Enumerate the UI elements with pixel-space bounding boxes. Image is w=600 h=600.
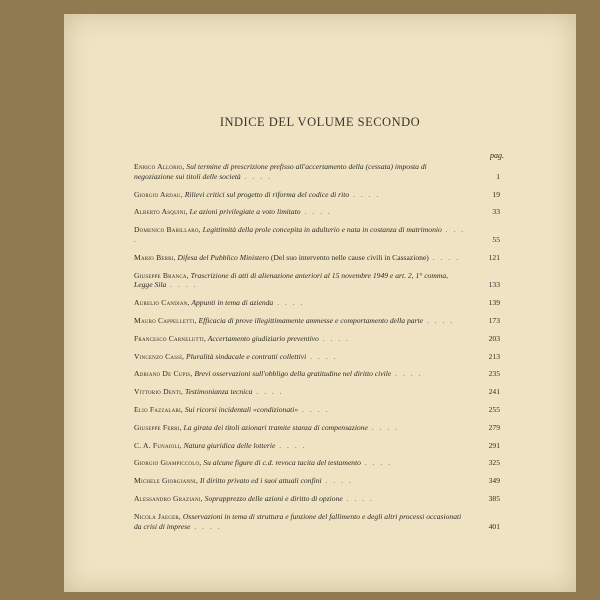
entry-title: La girata dei titoli azionari tramite stanza di compensazione [181,422,368,432]
index-entry [134,352,500,362]
entry-text [134,225,466,245]
entry-page-number: 291 [488,440,500,450]
index-entry [134,512,500,532]
index-entry [134,271,500,291]
index-entry [134,316,500,326]
leader-dots: . . . . [298,404,330,414]
entry-author: Michele Giorgianni, [134,476,198,486]
entry-title: Sul termine di prescrizione prefisso all'accertamento della (cessata) imposta di negoziazione sui titoli delle società [134,162,427,181]
entry-title: Pluralità sindacale e contratti collettivi [184,351,307,361]
entry-page-number: 279 [488,422,500,432]
entry-page-number: 213 [488,351,500,361]
index-heading: INDICE DEL VOLUME SECONDO [219,115,421,129]
entry-text [134,476,466,486]
index-entry [134,253,500,263]
entry-page-number: 121 [488,252,500,262]
index-entry [134,190,500,200]
leader-dots: . . . . [318,333,351,343]
entry-page-number: 255 [488,404,500,414]
entry-text [134,458,466,468]
entry-text [134,253,466,263]
entry-author: Giorgio Giampiccolo, [134,458,202,468]
index-entry [134,494,500,504]
entry-author: Nicola Jaeger, [134,511,181,521]
entry-title: Brevi osservazioni sull'obbligo della gratitudine nel diritto civile [192,369,392,379]
index-entry [134,441,500,451]
leader-dots: . . . . [342,493,374,503]
book-page [64,14,576,592]
leader-dots: . . . . [240,171,272,181]
entry-title: Efficacia di prove illegittimamente ammesse e comportamento della parte [196,315,423,325]
entry-author: Domenico Barillaro, [134,225,201,235]
entry-text [134,423,466,433]
entry-author: Vincenzo Cassì, [134,351,185,361]
index-entries [134,162,500,539]
entry-page-number: 33 [492,207,500,217]
entry-author: Mauro Cappelletti, [134,315,197,325]
entry-title: Soprapprezzo delle azioni e diritto di opzione [202,493,343,503]
entry-title: Trascrizione di atti di alienazione anteriori al 15 novembre 1949 e art. 2, 1° comma, Legge Sila [134,270,449,290]
entry-title: Su alcune figure di c.d. revoca tacita del testamento [201,458,361,468]
entry-text [134,334,466,344]
entry-text [134,271,466,291]
entry-text [134,369,466,379]
entry-text [134,190,466,200]
entry-author: Elio Fazzalari, [134,404,183,414]
entry-page-number: 133 [488,280,500,290]
entry-page-number: 241 [488,387,500,397]
index-entry [134,334,500,344]
entry-page-number: 203 [488,333,500,343]
entry-text [134,162,466,182]
entry-title: Legittimità della prole concepita in adulterio e nata in costanza di matrimonio [200,225,442,235]
entry-page-number: 19 [492,189,500,199]
page-column-label: pag. [490,151,504,160]
index-entry [134,476,500,486]
entry-author: Vittorio Denti, [134,387,184,397]
leader-dots: . . . . [273,298,305,308]
entry-title: Rilievi critici sul progetto di riforma del codice di rito [182,189,350,199]
entry-title: Le azioni privilegiate a voto limitato [187,207,301,217]
index-entry [134,369,500,379]
entry-text [134,387,466,397]
index-entry [134,207,500,217]
entry-author: Aurelio Candian, [134,298,190,308]
entry-page-number: 1 [496,171,500,181]
entry-author: Mario Berri, [134,252,176,262]
entry-title: Appunti in tema di azienda [189,298,274,308]
entry-page-number: 385 [488,493,500,503]
entry-text [134,207,466,217]
leader-dots: . . . . [300,207,332,217]
entry-text [134,441,466,451]
entry-subtitle: (Del suo intervento nelle cause civili in Cassazione) [269,252,429,262]
leader-dots: . . . . [360,458,393,468]
entry-title: Il diritto privato ed i suoi attuali confini [198,476,322,486]
entry-title: Natura giuridica delle lotterie [181,440,276,450]
index-entry [134,225,500,245]
entry-page-number: 401 [488,521,500,531]
index-entry [134,162,500,182]
leader-dots: . . . . [422,315,455,325]
index-entry [134,387,500,397]
entry-author: Giuseppe Branca, [134,270,189,280]
entry-page-number: 55 [492,234,500,244]
index-entry [134,458,500,468]
entry-page-number: 349 [488,476,500,486]
entry-text [134,512,466,532]
entry-text [134,316,466,326]
leader-dots: . . . . [349,189,381,199]
leader-dots: . . . . [391,369,423,379]
leader-dots: . . . . [321,476,353,486]
entry-page-number: 173 [488,315,500,325]
entry-author: Francesco Carnelutti, [134,333,207,343]
entry-title: Difesa del Pubblico Ministero [175,252,269,262]
leader-dots: . . . . [275,440,307,450]
leader-dots: . . . . [306,351,338,361]
leader-dots: . . . . [367,422,400,432]
entry-text [134,494,466,504]
entry-author: Alberto Asquini, [134,207,188,217]
entry-page-number: 325 [488,458,500,468]
entry-title: Osservazioni in tema di struttura e funzione del fallimento e degli altri processi occasionati da crisi di imprese [134,511,462,531]
leader-dots: . . . . [134,225,466,244]
entry-author: Giuseppe Ferri, [134,422,182,432]
index-entry [134,405,500,415]
entry-author: Adriano De Cupis, [134,369,193,379]
leader-dots: . . . . [428,252,461,262]
entry-text [134,298,466,308]
entry-text [134,405,466,415]
entry-title: Testimonianza tecnica [183,387,253,397]
entry-author: C. A. Funaioli, [134,440,182,450]
entry-title: Sui ricorsi incidentali «condizionati» [182,404,299,414]
entry-page-number: 235 [488,369,500,379]
entry-text [134,352,466,362]
index-entry [134,423,500,433]
entry-title: Accertamento giudiziario preventivo [206,333,319,343]
entry-page-number: 139 [488,298,500,308]
leader-dots: . . . . [166,280,198,290]
entry-author: Enrico Allorio, [134,162,185,171]
entry-author: Alessandro Graziani, [134,493,203,503]
leader-dots: . . . . [252,387,284,397]
index-entry [134,298,500,308]
entry-author: Giorgio Ardau, [134,189,183,199]
leader-dots: . . . . [190,521,222,531]
